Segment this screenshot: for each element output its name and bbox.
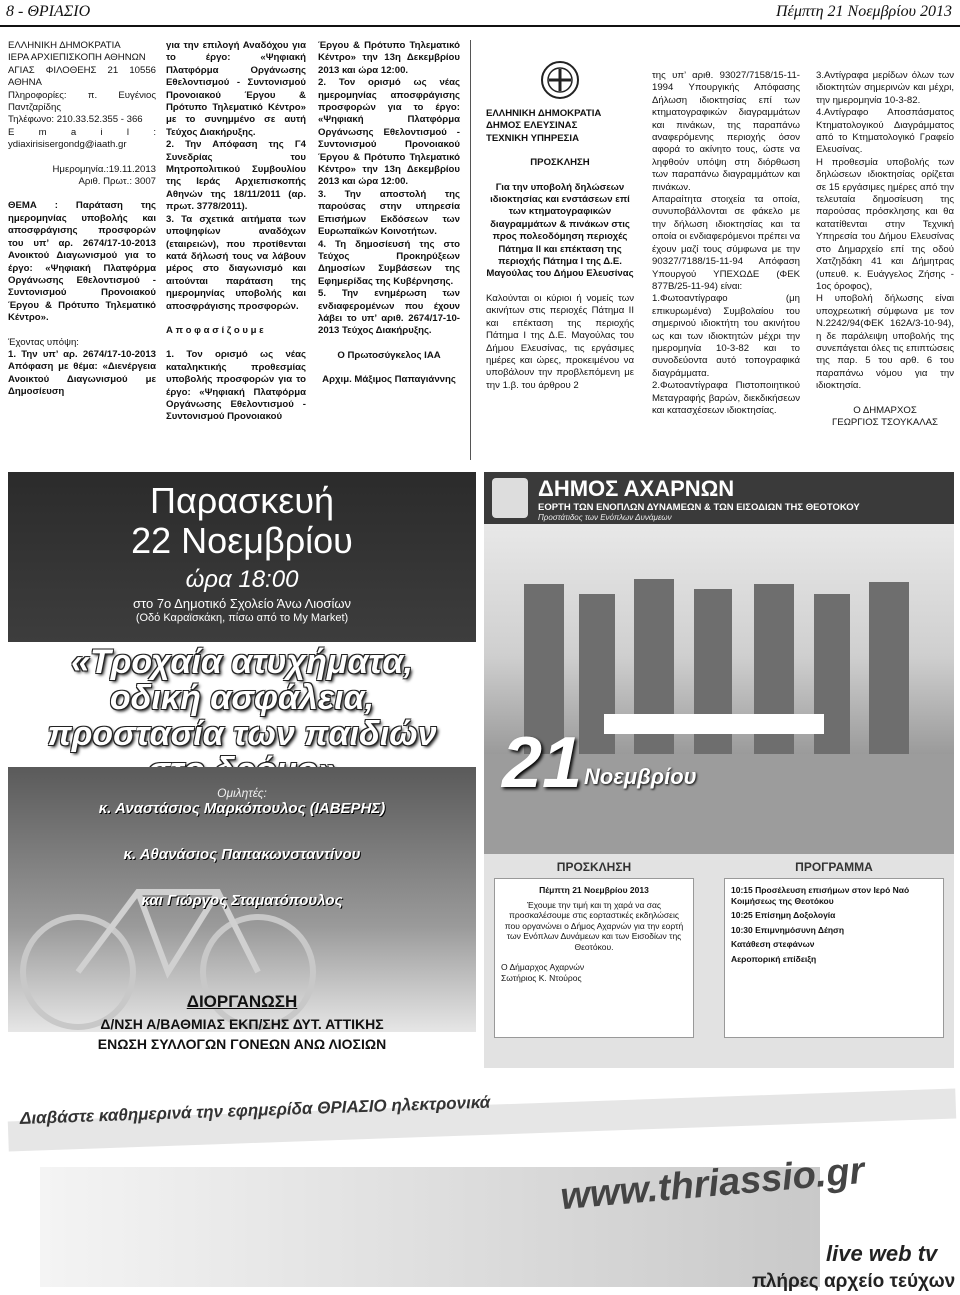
program-box — [724, 878, 944, 1038]
sender-line: Τηλέφωνο: 210.33.52.355 - 366 — [8, 114, 143, 126]
item-1: 1. Την υπ’ αρ. 2674/17-10-2013 Απόφαση με θέμα: «Διενέργεια Ανοικτού Διαγωνισμού με Δημοσίευση — [8, 348, 156, 398]
invitation-heading: ΠΡΟΣΚΛΗΣΗ — [556, 860, 632, 874]
soldiers-photo — [484, 524, 954, 854]
program-item: 10:15 Προσέλευση επισήμων στον Ιερό Ναό Κοιμήσεως της Θεοτόκου — [731, 885, 910, 906]
organizer-2: ΕΝΩΣΗ ΣΥΛΛΟΓΩΝ ΓΟΝΕΩΝ ΑΝΩ ΛΙΟΣΙΩΝ — [97, 1036, 387, 1052]
article-col-6 — [816, 70, 954, 429]
mayor-title: Ο ΔΗΜΑΡΧΟΣ — [853, 404, 917, 416]
signatory-name: Αρχιμ. Μάξιμος Παπαγιάννης — [322, 374, 456, 386]
sender-line: ΕΛΛΗΝΙΚΗ ΔΗΜΟΚΡΑΤΙΑ — [8, 40, 121, 51]
poster2-big-day: 21 — [502, 723, 583, 803]
page-number: 8 - ΘΡΙΑΣΙΟ — [6, 3, 91, 20]
invitation-date: Πέμπτη 21 Νοεμβρίου 2013 — [539, 885, 649, 895]
decision-3: 3. Την αποστολή της παρούσας στην υπηρεσία Επισήμων Εκδόσεων των Ευρωπαϊκών Κοινοτήτων. — [318, 188, 460, 238]
poster2-subtitle-2: Προστάτιδος των Ενόπλων Δυνάμεων — [538, 513, 672, 522]
item-2: 2. Την Απόφαση της Γ4 Συνεδρίας του Μητροπολιτικού Συμβουλίου της Ιεράς Αρχιεπισκοπής Αθηνών της 18/11/2011 (αρ. πρωτ. 3778/2011). — [166, 139, 306, 213]
article-col-2 — [166, 40, 306, 424]
speaker-name: κ. Αθανάσιος Παπακωνσταντίνου — [123, 846, 361, 863]
col5-item-2: 2.Φωτοαντίγραφα Πιστοποιητικού Μεταγραφής βαρών, διεκδικήσεων και κατασχέσεων ιδιοκτησίας. — [652, 380, 800, 416]
column-divider — [470, 40, 471, 460]
poster-time: ώρα 18:00 — [185, 566, 299, 593]
footer-live-tv: live web tv — [826, 1241, 938, 1266]
organizer-heading: ΔΙΟΡΓΑΝΩΣΗ — [186, 992, 298, 1011]
program-heading: ΠΡΟΓΡΑΜΜΑ — [795, 860, 873, 874]
sender-line: E m a i l : ydiaxirisisergondg@iaath.gr — [8, 126, 156, 151]
item-3: 3. Τα σχετικά αιτήματα των υποψηφίων αναδόχων (εταιρειών), που προτίθενται κατά δήλωσή τους να λάβουν μέρος στο διαγωνισμό και αιτούνται παράταση της ημερομηνίας υποβολής και αποσφράγισης προσφορών. — [166, 213, 306, 312]
footer-slogan: Διαβάστε καθημερινά την εφημερίδα ΘΡΙΑΣΙΟ ηλεκτρονικά — [19, 1092, 491, 1128]
poster-quote-line: οδική ασφάλεια, — [109, 679, 375, 717]
invitation-sign-1: Ο Δήμαρχος Αχαρνών — [501, 962, 585, 972]
program-item: Αεροπορική επίδειξη — [731, 953, 817, 964]
program-item: 10:30 Επιμνημόσυνη Δέηση — [731, 924, 845, 935]
decision-heading: Α π ο φ α σ ί ζ ο υ μ ε — [166, 324, 264, 336]
doc-protocol: Αριθ. Πρωτ.: 3007 — [78, 176, 156, 188]
thriassio-advert — [0, 1075, 960, 1295]
acharnes-event-poster — [484, 472, 954, 1068]
decision-2: 2. Τον ορισμό ως νέας ημερομηνίας αποσφράγισης προσφορών για το έργο: «Ψηφιακή Πλατφόρμα Οργάνωσης Εθελοντισμού - Συντονισμού Προνοιακού Έργου & Πρότυπο Τηλεματικό Κέντρο» την 13η Δεκεμβρίου 2013 και ώρα 12:00. — [318, 77, 460, 188]
poster-quote-line: «Τροχαία ατυχήματα, — [71, 643, 413, 681]
notice-header-3: ΤΕΧΝΙΚΗ ΥΠΗΡΕΣΙΑ — [486, 132, 580, 144]
municipality-emblem-icon — [492, 478, 528, 518]
col2-text: για την επιλογή Αναδόχου για το έργο: «Ψηφιακή Πλατφόρμα Οργάνωσης Εθελοντισμού - Συντονισμού Προνοιακού Έργου & Πρότυπο Τηλεματικό Κέντρο» με το συνημμένο σε αυτή Τεύχος Διακήρυξης. — [166, 40, 306, 138]
greek-emblem-icon — [540, 60, 580, 100]
notice-subtitle: Για την υποβολή δηλώσεων ιδιοκτησίας και ενστάσεων επί των κτηματογραφικών διαγραμμάτων & πινάκων στις προς πολεοδόμηση περιοχές Πάτημα ΙΙ και επέκταση της περιοχής Πάτημα Ι της Δ.Ε. Μαγούλας του Δήμου Ελευσίνας — [486, 181, 634, 280]
organizer-1: Δ/ΝΣΗ Α/ΒΑΘΜΙΑΣ ΕΚΠ/ΣΗΣ ΔΥΤ. ΑΤΤΙΚΗΣ — [100, 1016, 384, 1032]
header-rule — [0, 25, 960, 27]
invitation-box — [494, 878, 694, 1038]
notice-title: ΠΡΟΣΚΛΗΣΗ — [530, 157, 590, 169]
footer-url: www.thriassio.gr — [558, 1149, 866, 1219]
poster-quote-line: προστασία των παιδιών — [47, 715, 437, 753]
signatory-title: Ο Πρωτοσύγκελος ΙΑΑ — [337, 349, 441, 361]
program-item: 10:25 Επίσημη Δοξολογία — [731, 910, 836, 920]
col6-body: Η προθεσμία υποβολής των δηλώσεων ιδιοκτησίας ορίζεται σε 15 εργάσιμες ημέρες από την τελευταία δημοσίευση της παρούσας πρόσκλησης και θα κατατίθενται στην Τεχνική Υπηρεσία του Δήμου Ελευσίνας στο Δημαρχείο επί της οδού Χατζηδάκη 41 και Δήμητρας (υπευθ. κ. Ευάγγελος Ζήσης - 1ος όροφος), — [816, 156, 954, 292]
article-col-4 — [486, 60, 634, 392]
notice-header-2: ΔΗΜΟΣ ΕΛΕΥΣΙΝΑΣ — [486, 120, 578, 132]
having-label: Έχοντας υπόψη: — [8, 336, 79, 348]
speakers-label: Ομιλητές: — [217, 786, 267, 800]
program-item: Κατάθεση στεφάνων — [731, 939, 815, 949]
speaker-name: κ. Αναστάσιος Μαρκόπουλος (ΙΑΒΕΡΗΣ) — [98, 800, 386, 817]
col6-item-3: 3.Αντίγραφα μερίδων όλων των ιδιοκτητών σημερινών και μέχρι, την ημερομηνία 10-3-82. — [816, 70, 954, 106]
col5-body2: Απαραίτητα στοιχεία τα οποία, συνυποβάλλονται σε φάκελο με την δήλωση ιδιοκτησίας και τα οποία οι ενδιαφερόμενοι πρέπει να έχουν μαζί τους σύμφωνα με την 90327/7188/15-11-94 Απόφαση Υπουργού ΥΠΕΧΩΔΕ (ΦΕΚ 877Β/25-11-94) είναι: — [652, 194, 801, 292]
road-safety-poster — [8, 472, 476, 1062]
invitation-sign-2: Σωτήριος Κ. Ντούρος — [501, 972, 582, 983]
page-header — [0, 0, 960, 24]
speaker-name: και Γιώργος Σταματόπουλος — [141, 892, 343, 909]
doc-date: Ημερομηνία.:19.11.2013 — [52, 163, 156, 175]
article-col-5 — [652, 70, 800, 417]
poster-day: Παρασκευή — [149, 480, 335, 521]
article-col-3 — [318, 40, 460, 387]
col6-body2: Η υποβολή δήλωσης είναι υποχρεωτική σύμφωνα με τον Ν.2242/94(ΦΕΚ 162Α/3-10-94), η δε παράλειψη υποβολής της συνεπάγεται όλες τις επιπτώσεις της παρ. 5 του αρθ. 6 του παραπάνω νόμου για την ιδιοκτησία. — [816, 293, 954, 392]
col5-body: της υπ’ αριθ. 93027/7158/15-11-1994 Υπουργικής Απόφασης Δήλωση ιδιοκτησίας επί των κτηματογραφικών διαγραμμάτων και πινάκων, της παραπάνω αναφερόμενης περιοχής όσον αφορά το ακίνητο τους, ώστε να ληφθούν υπόψη στη διόρθωση των παραπάνω διαγραμμάτων και πινάκων. — [652, 70, 800, 193]
notice-body: Καλούνται οι κύριοι ή νομείς των ακινήτων στις περιοχές Πάτημα ΙΙ και επέκταση της περιοχής Πάτημα Ι της Δ.Ε. Μαγούλας του Δήμου Ελευσίνας, τις εργάσιμες ημέρες και ώρες, προκειμένου να υποβάλουν την προβλεπόμενη με την 1.β. του άρθρου 2 — [486, 292, 634, 391]
poster2-title: ΔΗΜΟΣ ΑΧΑΡΝΩΝ — [538, 476, 735, 501]
col5-item-1: 1.Φωτοαντίγραφο (μη επικυρωμένα) Συμβολαίου του σημερινού ιδιοκτήτη του ακινήτου ως και των ιδιοκτητών μέχρι την ημερομηνία 10-3-82 και το συνοδεύοντα αυτό τοπογραφικά διαγράμματα. — [652, 293, 800, 379]
footer-archive: πλήρες αρχείο τεύχων — [752, 1271, 956, 1292]
invitation-text: Έχουμε την τιμή και τη χαρά να σας προσκαλέσουμε στις εορταστικές εκδηλώσεις που οργανώνει ο Δήμος Αχαρνών για την εορτή των Ενόπλων Δυνάμεων και των Εισοδίων της Θεοτόκου. — [504, 899, 684, 952]
poster-date: 22 Νοεμβρίου — [131, 520, 353, 561]
sender-line: ΙΕΡΑ ΑΡΧΙΕΠΙΣΚΟΠΗ ΑΘΗΝΩΝ — [8, 52, 146, 64]
poster-venue: στο 7ο Δημοτικό Σχολείο Άνω Λιοσίων — [133, 596, 351, 611]
sender-line: Πληροφορίες: π. Ευγένιος Παντζαρίδης — [8, 89, 156, 114]
sender-line: ΑΓΙΑΣ ΦΙΛΟΘΕΗΣ 21 10556 ΑΘΗΝΑ — [8, 64, 156, 89]
poster2-subtitle: ΕΟΡΤΗ ΤΩΝ ΕΝΟΠΛΩΝ ΔΥΝΑΜΕΩΝ & ΤΩΝ ΕΙΣΟΔΙΩΝ ΤΗΣ ΘΕΟΤΟΚΟΥ — [538, 502, 860, 513]
decision-1: 1. Τον ορισμό ως νέας καταληκτικής προθεσμίας υποβολής προσφορών για το έργο: «Ψηφιακή Πλατφόρμα Οργάνωσης Εθελοντισμού - Συντονισμού Προνοιακού — [166, 349, 306, 423]
doc-subject: ΘΕΜΑ : Παράταση της ημερομηνίας υποβολής και αποσφράγισης προσφορών του υπ’ αρ. 2674/17-10-2013 Ανοικτού Διαγωνισμού για το έργο: «Ψηφιακή Πλατφόρμα Οργάνωσης Εθελοντισμού - Συντονισμού Προνοιακού Έργου & Πρότυπο Τηλεματικό Κέντρο». — [8, 200, 156, 324]
mayor-name: ΓΕΩΡΓΙΟΣ ΤΣΟΥΚΑΛΑΣ — [832, 416, 938, 428]
decision-5: 5. Την ενημέρωση των ενδιαφερομένων που έχουν λάβει το υπ’ αριθ. 2674/17-10-2013 Τεύχος Διακήρυξης. — [318, 288, 460, 337]
col6-item-4: 4.Αντίγραφο Αποσπάσματος Κτηματολογικού Διαγράμματος από το Κτηματολογικό Γραφείο Ελευσίνας. — [816, 107, 954, 156]
poster-venue-detail: (Οδό Καραϊσκάκη, πίσω από το My Market) — [135, 612, 349, 624]
poster2-month: Νοεμβρίου — [584, 764, 697, 789]
col3-text: Έργου & Πρότυπο Τηλεματικό Κέντρο» την 13η Δεκεμβρίου 2013 και ώρα 12:00. — [318, 40, 460, 76]
notice-header-1: ΕΛΛΗΝΙΚΗ ΔΗΜΟΚΡΑΤΙΑ — [486, 108, 602, 119]
issue-date: Πέμπτη 21 Νοεμβρίου 2013 — [775, 3, 952, 20]
decision-4: 4. Τη δημοσίευσή της στο Τεύχος Προκηρύξεων Δημοσίων Συμβάσεων της Εφημερίδας της Κυβέρνησης. — [318, 238, 460, 287]
article-col-1 — [8, 40, 156, 399]
